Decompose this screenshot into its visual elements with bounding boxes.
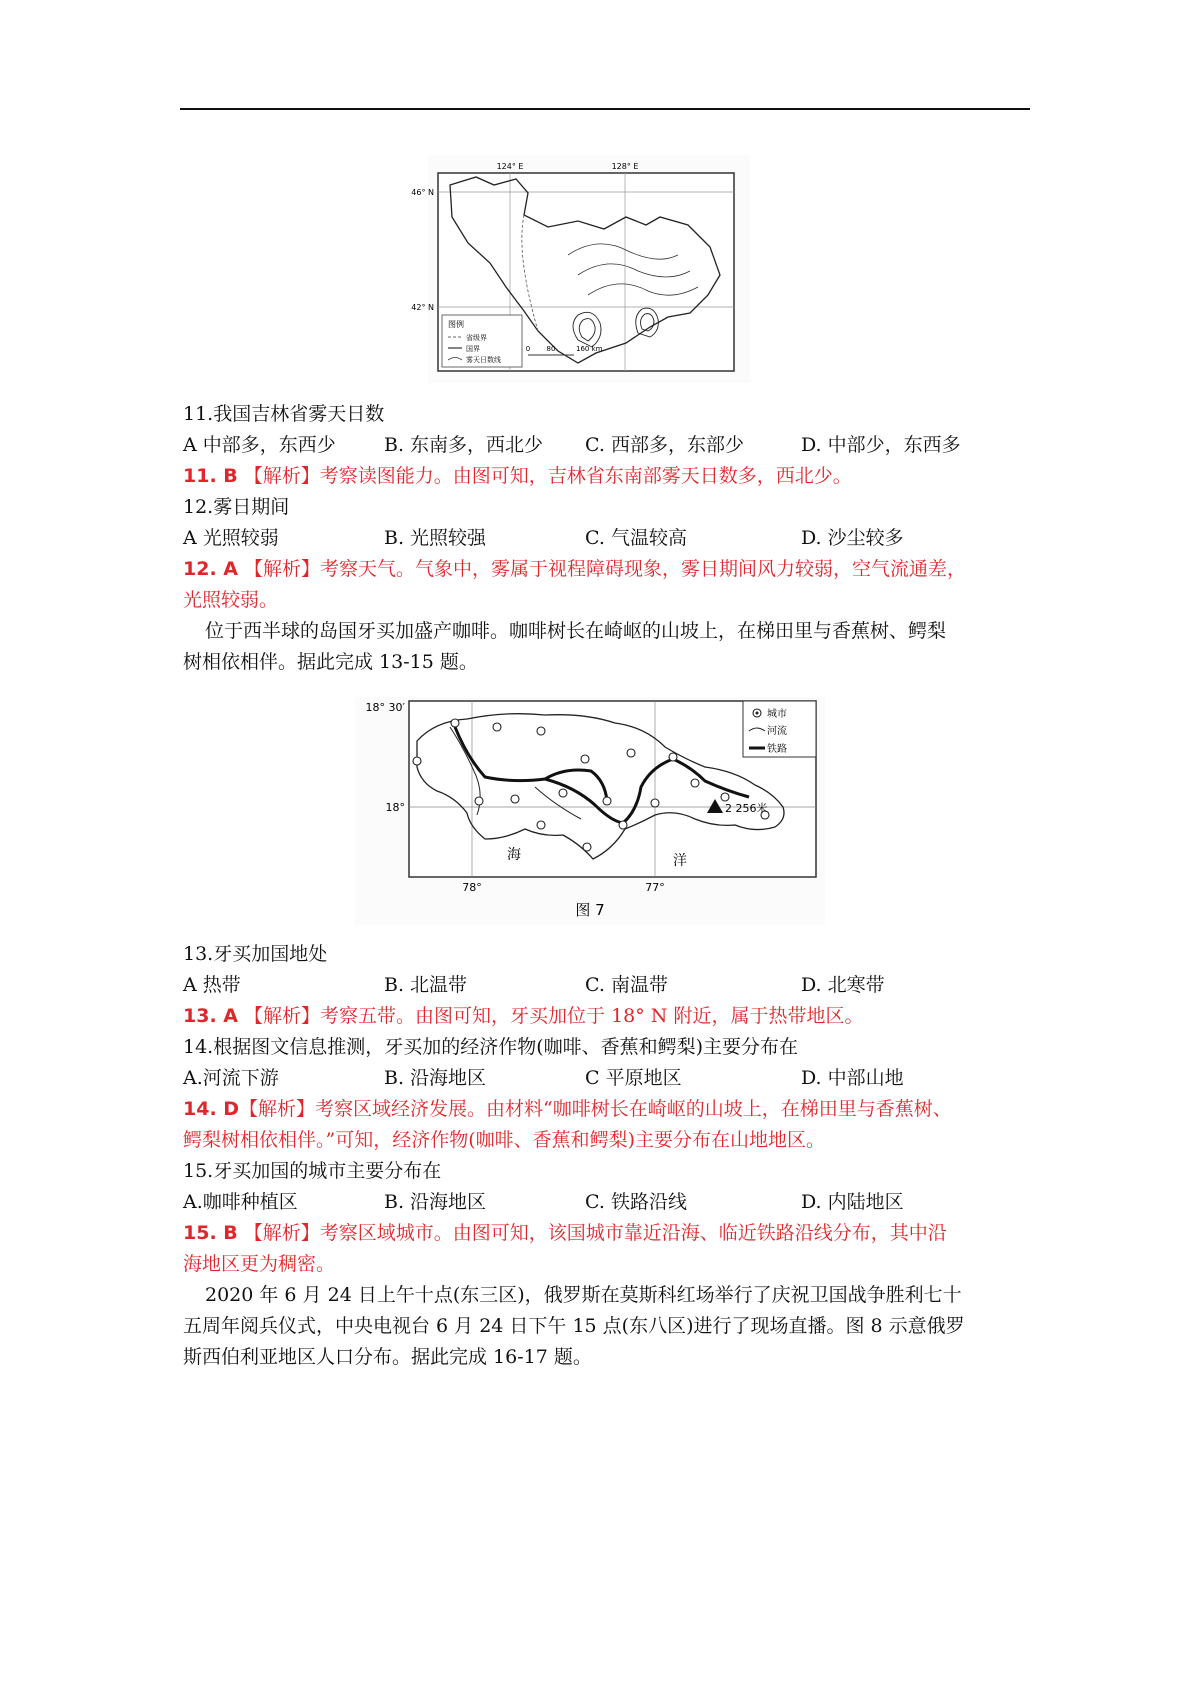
q11-options bbox=[183, 430, 1033, 461]
q13-option-a: A 热带 bbox=[183, 974, 241, 996]
q12-stem: 12.雾日期间 bbox=[183, 496, 290, 518]
questions-13-15 bbox=[183, 939, 1033, 1373]
map2-lat2-label: 18° bbox=[385, 801, 405, 814]
q12-option-a: A 光照较弱 bbox=[183, 527, 279, 549]
questions-11-12 bbox=[183, 399, 1033, 678]
q15-answer-line2: 海地区更为稠密。 bbox=[183, 1253, 336, 1275]
q12-answer bbox=[183, 554, 1033, 585]
russia-intro-line1: 2020 年 6 月 24 日上午十点(东三区)，俄罗斯在莫斯科红场举行了庆祝卫国战争胜利七十 bbox=[205, 1284, 962, 1306]
q15-options bbox=[183, 1187, 1033, 1218]
q13-option-b: B. 北温带 bbox=[384, 974, 468, 996]
map2-lat1-label: 18° 30′ bbox=[365, 701, 405, 714]
q11-option-b: B. 东南多，西北少 bbox=[384, 434, 544, 456]
map2-lon1-label: 78° bbox=[462, 881, 482, 894]
q15-option-b: B. 沿海地区 bbox=[384, 1191, 487, 1213]
q13-answer bbox=[183, 1001, 1033, 1032]
q14-answer bbox=[183, 1094, 1033, 1125]
q11-answer-key: 11. B bbox=[183, 465, 238, 487]
jilin-fog-map bbox=[411, 155, 750, 383]
q11-answer bbox=[183, 461, 1033, 492]
q15-option-c: C. 铁路沿线 bbox=[585, 1191, 687, 1213]
q14-options bbox=[183, 1063, 1033, 1094]
q13-answer-text: 【解析】考察五带。由图可知，牙买加位于 18° N 附近，属于热带地区。 bbox=[237, 1005, 864, 1027]
map2-legend-city: 城市 bbox=[767, 709, 787, 720]
map1-legend-item-2: 雾天日数线 bbox=[466, 356, 501, 364]
map1-lat2-label: 42° N bbox=[411, 303, 434, 312]
header-rule bbox=[180, 108, 1030, 110]
q13-answer-key: 13. A bbox=[183, 1005, 238, 1027]
q14-answer-line1: 【解析】考察区域经济发展。由材料“咖啡树长在崎岖的山坡上，在梯田里与香蕉树、 bbox=[239, 1098, 952, 1120]
q12-answer-line1: 【解析】考察天气。气象中，雾属于视程障碍现象，雾日期间风力较弱，空气流通差， bbox=[237, 558, 967, 580]
q15-answer-line1: 【解析】考察区域城市。由图可知，该国城市靠近沿海、临近铁路沿线分布，其中沿 bbox=[237, 1222, 947, 1244]
jamaica-intro-line2: 树相依相伴。据此完成 13-15 题。 bbox=[183, 651, 478, 673]
map2-sea-left: 海 bbox=[507, 847, 521, 863]
q14-option-c: C 平原地区 bbox=[585, 1067, 682, 1089]
q14-option-a: A.河流下游 bbox=[183, 1067, 279, 1089]
map1-lon2-label: 128° E bbox=[611, 162, 639, 171]
q13-options bbox=[183, 970, 1033, 1001]
q15-stem: 15.牙买加国的城市主要分布在 bbox=[183, 1160, 442, 1182]
map2-sea-right: 洋 bbox=[673, 853, 687, 869]
map2-caption: 图 7 bbox=[575, 901, 605, 919]
map1-legend-item-1: 国界 bbox=[466, 345, 480, 353]
map1-legend-title: 图例 bbox=[448, 320, 464, 329]
q11-stem: 11.我国吉林省雾天日数 bbox=[183, 403, 385, 425]
q12-option-c: C. 气温较高 bbox=[585, 527, 687, 549]
q14-option-d: D. 中部山地 bbox=[801, 1067, 904, 1089]
q15-answer bbox=[183, 1218, 1033, 1249]
q14-answer-key: 14. D bbox=[183, 1098, 240, 1120]
map1-scale-2: 160 km bbox=[576, 345, 603, 353]
q12-option-b: B. 光照较强 bbox=[384, 527, 487, 549]
q15-option-d: D. 内陆地区 bbox=[801, 1191, 904, 1213]
q12-answer-line2: 光照较弱。 bbox=[183, 589, 279, 611]
q14-option-b: B. 沿海地区 bbox=[384, 1067, 487, 1089]
q11-option-d: D. 中部少，东西多 bbox=[801, 434, 961, 456]
map1-scale-0: 0 bbox=[525, 345, 531, 353]
q15-option-a: A.咖啡种植区 bbox=[183, 1191, 298, 1213]
jamaica-map bbox=[355, 697, 825, 925]
map1-lat1-label: 46° N bbox=[411, 188, 434, 197]
russia-intro-line2: 五周年阅兵仪式，中央电视台 6 月 24 日下午 15 点(东八区)进行了现场直播。图 8 示意俄罗 bbox=[183, 1315, 965, 1337]
q13-stem: 13.牙买加国地处 bbox=[183, 943, 328, 965]
q11-answer-text: 【解析】考察读图能力。由图可知，吉林省东南部雾天日数多，西北少。 bbox=[237, 465, 852, 487]
map1-legend-item-0: 省级界 bbox=[466, 334, 487, 342]
q12-option-d: D. 沙尘较多 bbox=[801, 527, 904, 549]
map1-lon1-label: 124° E bbox=[496, 162, 524, 171]
map2-peak-label: 2 256米 bbox=[725, 802, 768, 815]
map1-scale-1: 80 bbox=[546, 345, 556, 353]
jamaica-intro-line1: 位于西半球的岛国牙买加盛产咖啡。咖啡树长在崎岖的山坡上，在梯田里与香蕉树、鳄梨 bbox=[205, 620, 947, 642]
q14-stem: 14.根据图文信息推测，牙买加的经济作物(咖啡、香蕉和鳄梨)主要分布在 bbox=[183, 1036, 799, 1058]
q13-option-d: D. 北寒带 bbox=[801, 974, 885, 996]
q13-option-c: C. 南温带 bbox=[585, 974, 668, 996]
q11-option-c: C. 西部多，东部少 bbox=[585, 434, 744, 456]
q12-answer-key: 12. A bbox=[183, 558, 238, 580]
map2-lon2-label: 77° bbox=[645, 881, 665, 894]
q14-answer-line2: 鳄梨树相依相伴。”可知，经济作物(咖啡、香蕉和鳄梨)主要分布在山地地区。 bbox=[183, 1129, 826, 1151]
map2-legend-railway: 铁路 bbox=[767, 744, 787, 755]
q12-options bbox=[183, 523, 1033, 554]
russia-intro-line3: 斯西伯利亚地区人口分布。据此完成 16-17 题。 bbox=[183, 1346, 592, 1368]
map2-legend-river: 河流 bbox=[767, 726, 787, 737]
q15-answer-key: 15. B bbox=[183, 1222, 238, 1244]
q11-option-a: A 中部多，东西少 bbox=[183, 434, 336, 456]
